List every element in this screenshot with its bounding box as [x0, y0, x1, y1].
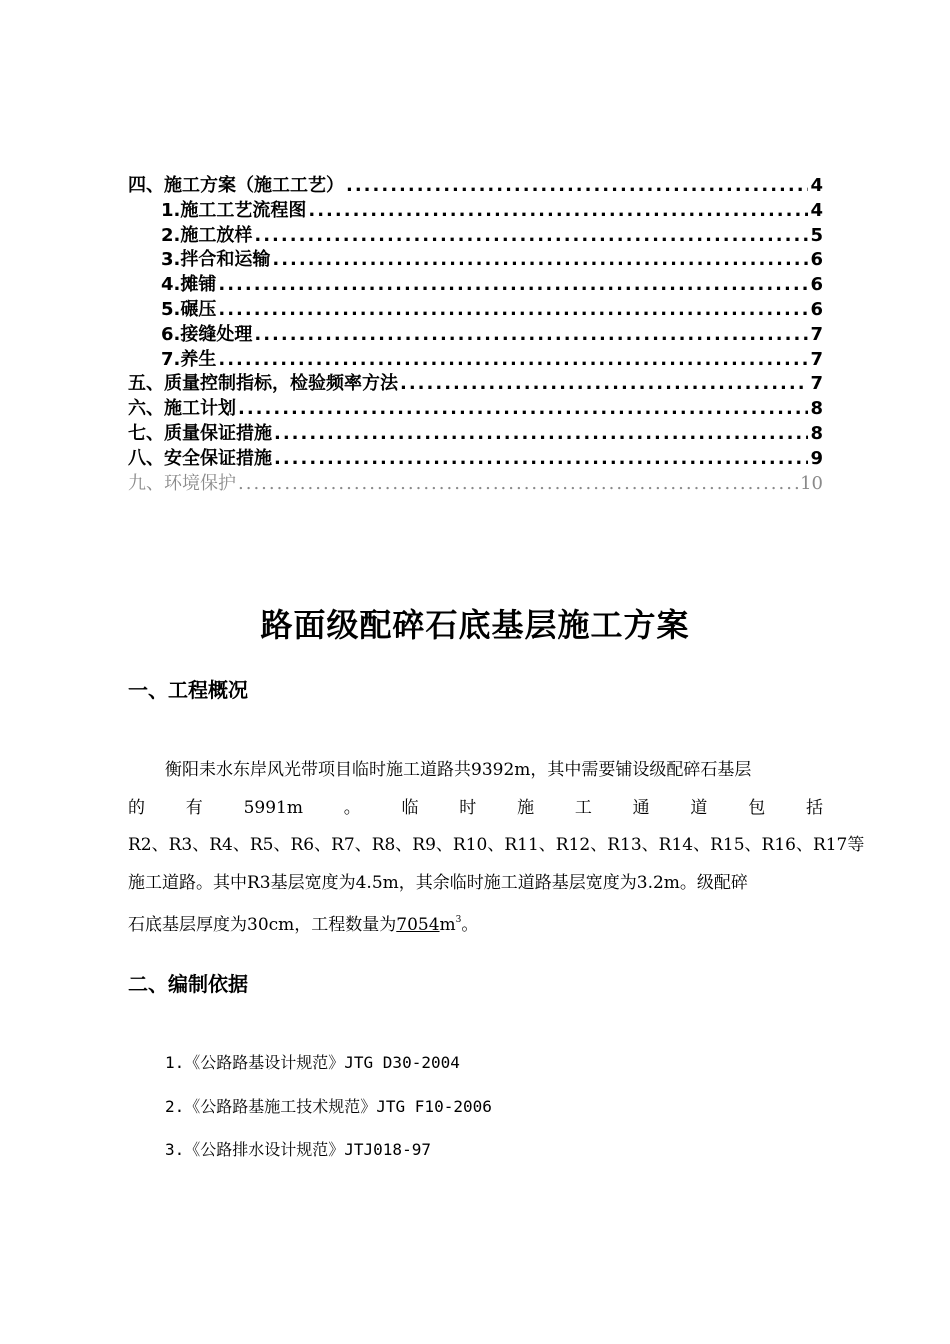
justified-word: 。 [343, 797, 361, 818]
toc-entry-label: 2.施工放样 [161, 224, 253, 246]
section-heading-basis: 二、编制依据 [128, 972, 248, 996]
toc-dot-leader [254, 224, 808, 249]
toc-entry[interactable] [128, 174, 823, 199]
toc-dot-leader [238, 397, 808, 422]
reference-item: 1.《公路路基设计规范》JTG D30-2004 [165, 1053, 460, 1072]
toc-dot-leader [400, 372, 808, 397]
toc-entry-page: 5 [810, 224, 823, 246]
toc-entry-page: 9 [810, 447, 823, 469]
justified-word: 有 [185, 797, 203, 818]
overview-line-4: 施工道路。其中R3基层宽度为4.5m，其余临时施工道路基层宽度为3.2m。级配碎 [128, 872, 748, 893]
toc-entry-page: 8 [810, 422, 823, 444]
toc-entry[interactable] [128, 199, 823, 224]
overview-line-5 [128, 902, 823, 945]
toc-dot-leader [274, 422, 808, 447]
quantity-unit: m [439, 915, 456, 935]
toc-entry-label: 6.接缝处理 [161, 323, 253, 345]
quantity-prefix: 石底基层厚度为30cm，工程数量为 [128, 915, 397, 935]
toc-entry[interactable] [128, 422, 823, 447]
reference-item: 3.《公路排水设计规范》JTJ018-97 [165, 1140, 431, 1159]
justified-word: 通 [632, 797, 650, 818]
justified-word: 工 [574, 797, 592, 818]
overview-line-3: R2、R3、R4、R5、R6、R7、R8、R9、R10、R11、R12、R13、R14、R15、R16、R17等 [128, 835, 865, 855]
toc-entry-page: 7 [810, 373, 823, 395]
toc-entry-page: 7 [810, 323, 823, 345]
toc-entry-page: 6 [810, 274, 823, 296]
toc-entry-label: 5.碾压 [161, 298, 217, 320]
overview-line-1: 衡阳耒水东岸风光带项目临时施工道路共9392m，其中需要铺设级配碎石基层 [165, 760, 752, 780]
reference-item: 2.《公路路基施工技术规范》JTG F10-2006 [165, 1096, 492, 1116]
table-of-contents [128, 174, 823, 496]
toc-entry-label: 4.摊铺 [161, 274, 217, 296]
quantity-value: 7054 [396, 915, 440, 935]
overview-paragraph [128, 752, 865, 945]
toc-entry[interactable] [128, 447, 823, 472]
justified-word: 5991m [243, 797, 303, 818]
toc-entry[interactable] [128, 348, 823, 373]
toc-dot-leader [218, 298, 808, 323]
document-title: 路面级配碎石底基层施工方案 [260, 606, 690, 644]
justified-word: 包 [748, 797, 766, 818]
toc-dot-leader [346, 174, 808, 199]
toc-entry[interactable] [128, 224, 823, 249]
toc-dot-leader [218, 348, 808, 373]
toc-entry[interactable] [128, 248, 823, 273]
justified-word: 括 [805, 797, 823, 818]
toc-entry-label: 六、施工计划 [128, 398, 236, 420]
toc-dot-leader [238, 472, 798, 497]
toc-entry-label: 八、安全保证措施 [128, 447, 272, 469]
toc-entry[interactable] [128, 323, 823, 348]
toc-entry-label: 九、环境保护 [128, 472, 236, 494]
section-heading-overview: 一、工程概况 [128, 678, 248, 702]
justified-word: 施 [517, 797, 535, 818]
toc-dot-leader [218, 273, 808, 298]
toc-dot-leader [254, 323, 808, 348]
toc-entry[interactable] [128, 298, 823, 323]
toc-entry-page: 4 [810, 199, 823, 221]
justified-word: 时 [459, 797, 477, 818]
toc-entry-page: 8 [810, 398, 823, 420]
toc-dot-leader [308, 199, 808, 224]
toc-entry-label: 七、质量保证措施 [128, 422, 272, 444]
reference-list [165, 1048, 492, 1179]
toc-entry-label: 7.养生 [161, 348, 217, 370]
justified-word: 临 [401, 797, 419, 818]
toc-entry[interactable] [128, 472, 823, 497]
toc-entry-label: 1.施工工艺流程图 [161, 199, 307, 221]
toc-entry-page: 6 [810, 249, 823, 271]
toc-entry[interactable] [128, 397, 823, 422]
toc-entry[interactable] [128, 372, 823, 397]
justified-word: 的 [128, 797, 145, 818]
toc-entry[interactable] [128, 273, 823, 298]
quantity-end: 。 [461, 915, 479, 935]
toc-entry-page: 7 [810, 348, 823, 370]
overview-line-2 [128, 790, 823, 828]
toc-entry-label: 3.拌合和运输 [161, 249, 271, 271]
toc-dot-leader [274, 447, 808, 472]
toc-entry-page: 4 [810, 175, 823, 196]
quantity-unit-exponent: 3 [455, 915, 462, 925]
toc-dot-leader [272, 248, 808, 273]
toc-entry-label: 五、质量控制指标，检验频率方法 [128, 373, 398, 395]
toc-entry-page: 10 [800, 472, 823, 494]
toc-entry-page: 6 [810, 298, 823, 320]
toc-entry-label: 四、施工方案（施工工艺） [128, 175, 344, 196]
justified-word: 道 [690, 797, 708, 818]
